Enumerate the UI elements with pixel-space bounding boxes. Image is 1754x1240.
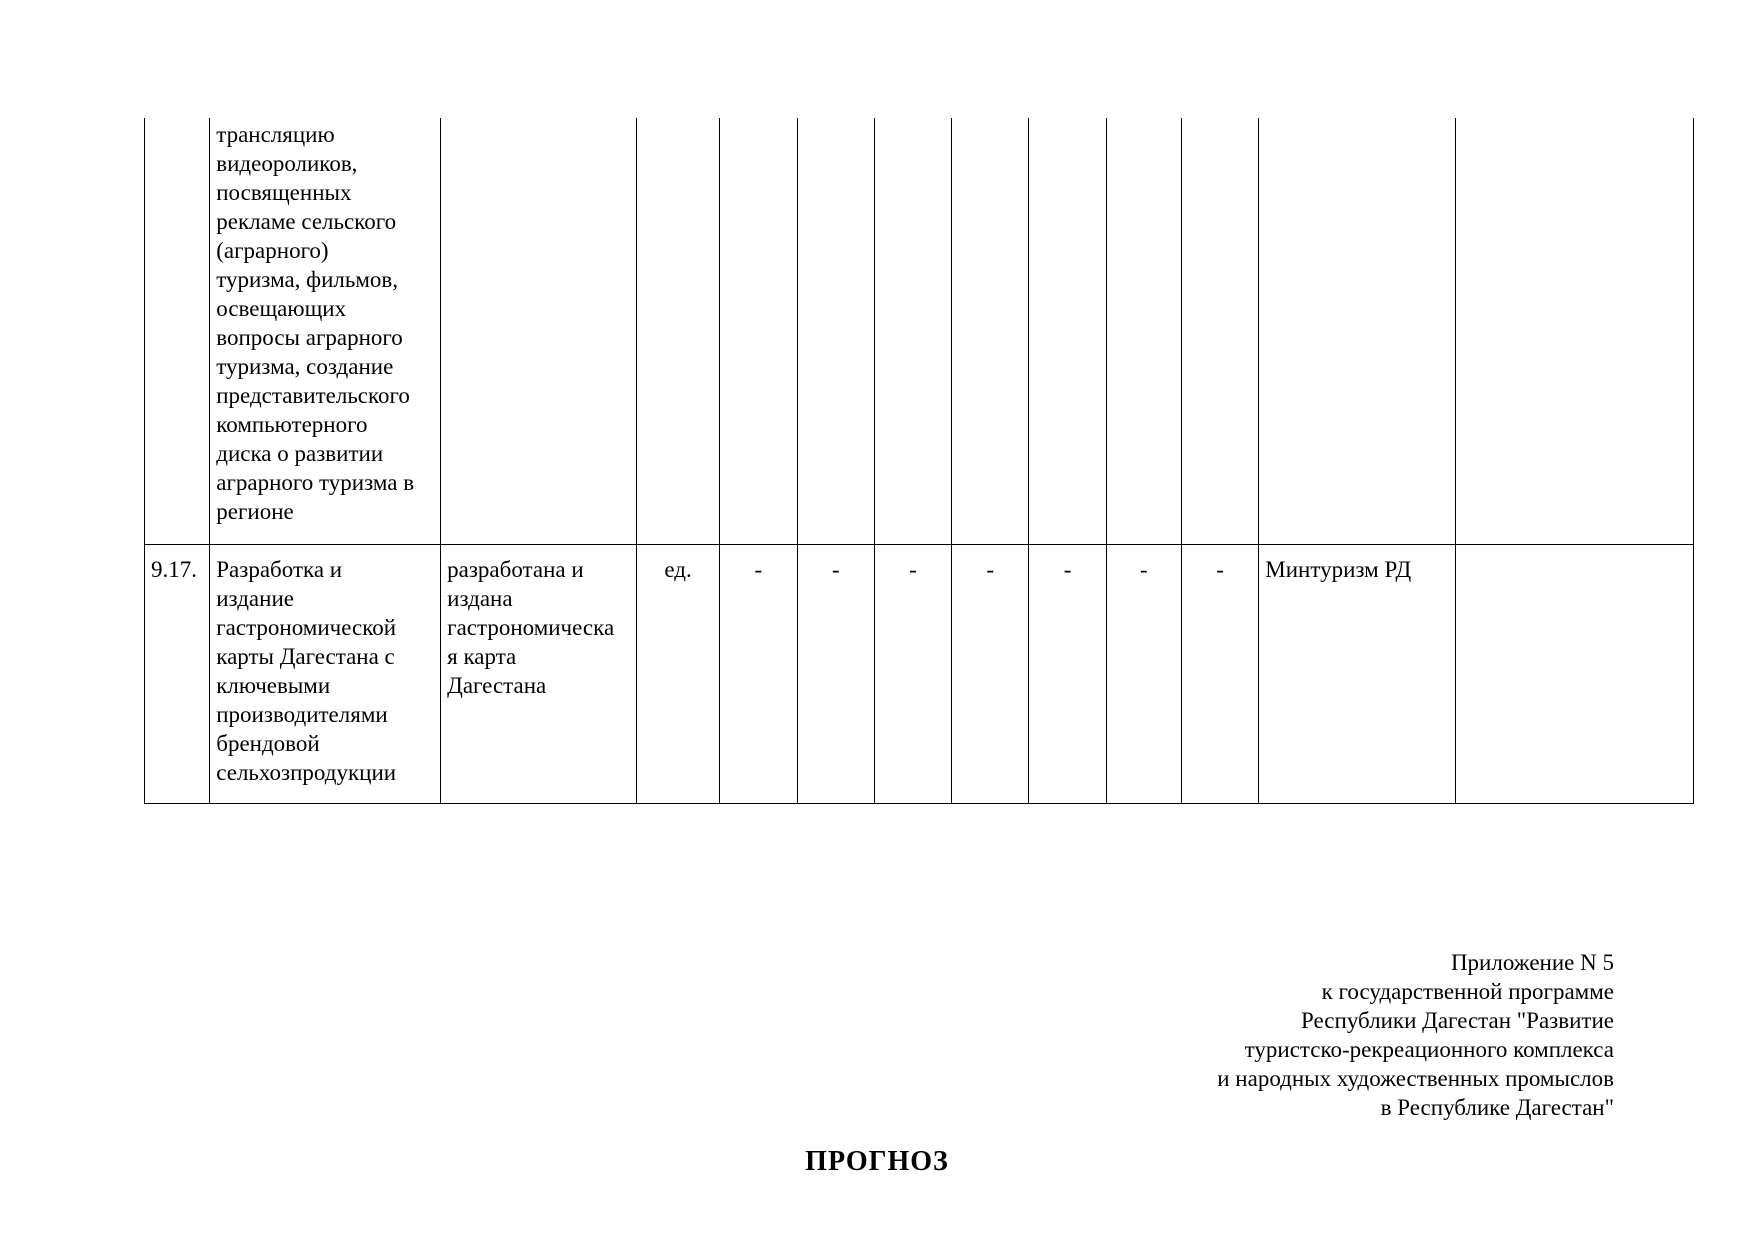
cell-indicator: разработана и издана гастрономическа я карта Дагестана — [441, 545, 637, 804]
table-row-9-17 — [145, 545, 1694, 804]
appendix-line: Приложение N 5 — [1450, 950, 1614, 975]
appendix-line: и народных художественных промыслов — [1217, 1066, 1614, 1091]
cell-note — [1456, 545, 1694, 804]
document-title: ПРОГНОЗ — [805, 1146, 949, 1177]
appendix-line: в Республике Дагестан" — [1380, 1095, 1614, 1120]
table-row-continued — [145, 118, 1694, 545]
cell-measure-name: трансляцию видеороликов, посвященных рекламе сельского (аграрного) туризма, фильмов, освещающих вопросы аграрного туризма, создание представительского компьютерного диска о развитии аграрного туризма в регионе — [210, 118, 441, 545]
appendix-line: туристско-рекреационного комплекса — [1244, 1037, 1614, 1062]
cell-value — [874, 118, 951, 545]
cell-executor: Минтуризм РД — [1259, 545, 1456, 804]
measures-table — [144, 118, 1694, 804]
cell-value: - — [1029, 545, 1106, 804]
cell-value: - — [1106, 545, 1181, 804]
cell-value — [1106, 118, 1181, 545]
appendix-line: к государственной программе — [1321, 979, 1614, 1004]
cell-value — [797, 118, 874, 545]
cell-number — [145, 118, 210, 545]
cell-value: - — [720, 545, 797, 804]
appendix-heading — [1014, 948, 1614, 1122]
cell-value: - — [952, 545, 1029, 804]
cell-unit: ед. — [636, 545, 719, 804]
cell-indicator — [441, 118, 637, 545]
cell-value: - — [874, 545, 951, 804]
cell-measure-name: Разработка и издание гастрономической карты Дагестана с ключевыми производителями брендовой сельхозпродукции — [210, 545, 441, 804]
cell-value — [1029, 118, 1106, 545]
cell-unit — [636, 118, 719, 545]
cell-executor — [1259, 118, 1456, 545]
cell-value — [952, 118, 1029, 545]
cell-value: - — [1181, 545, 1258, 804]
appendix-line: Республики Дагестан "Развитие — [1301, 1008, 1614, 1033]
cell-number: 9.17. — [145, 545, 210, 804]
cell-note — [1456, 118, 1694, 545]
cell-value — [720, 118, 797, 545]
cell-value: - — [797, 545, 874, 804]
cell-value — [1181, 118, 1258, 545]
